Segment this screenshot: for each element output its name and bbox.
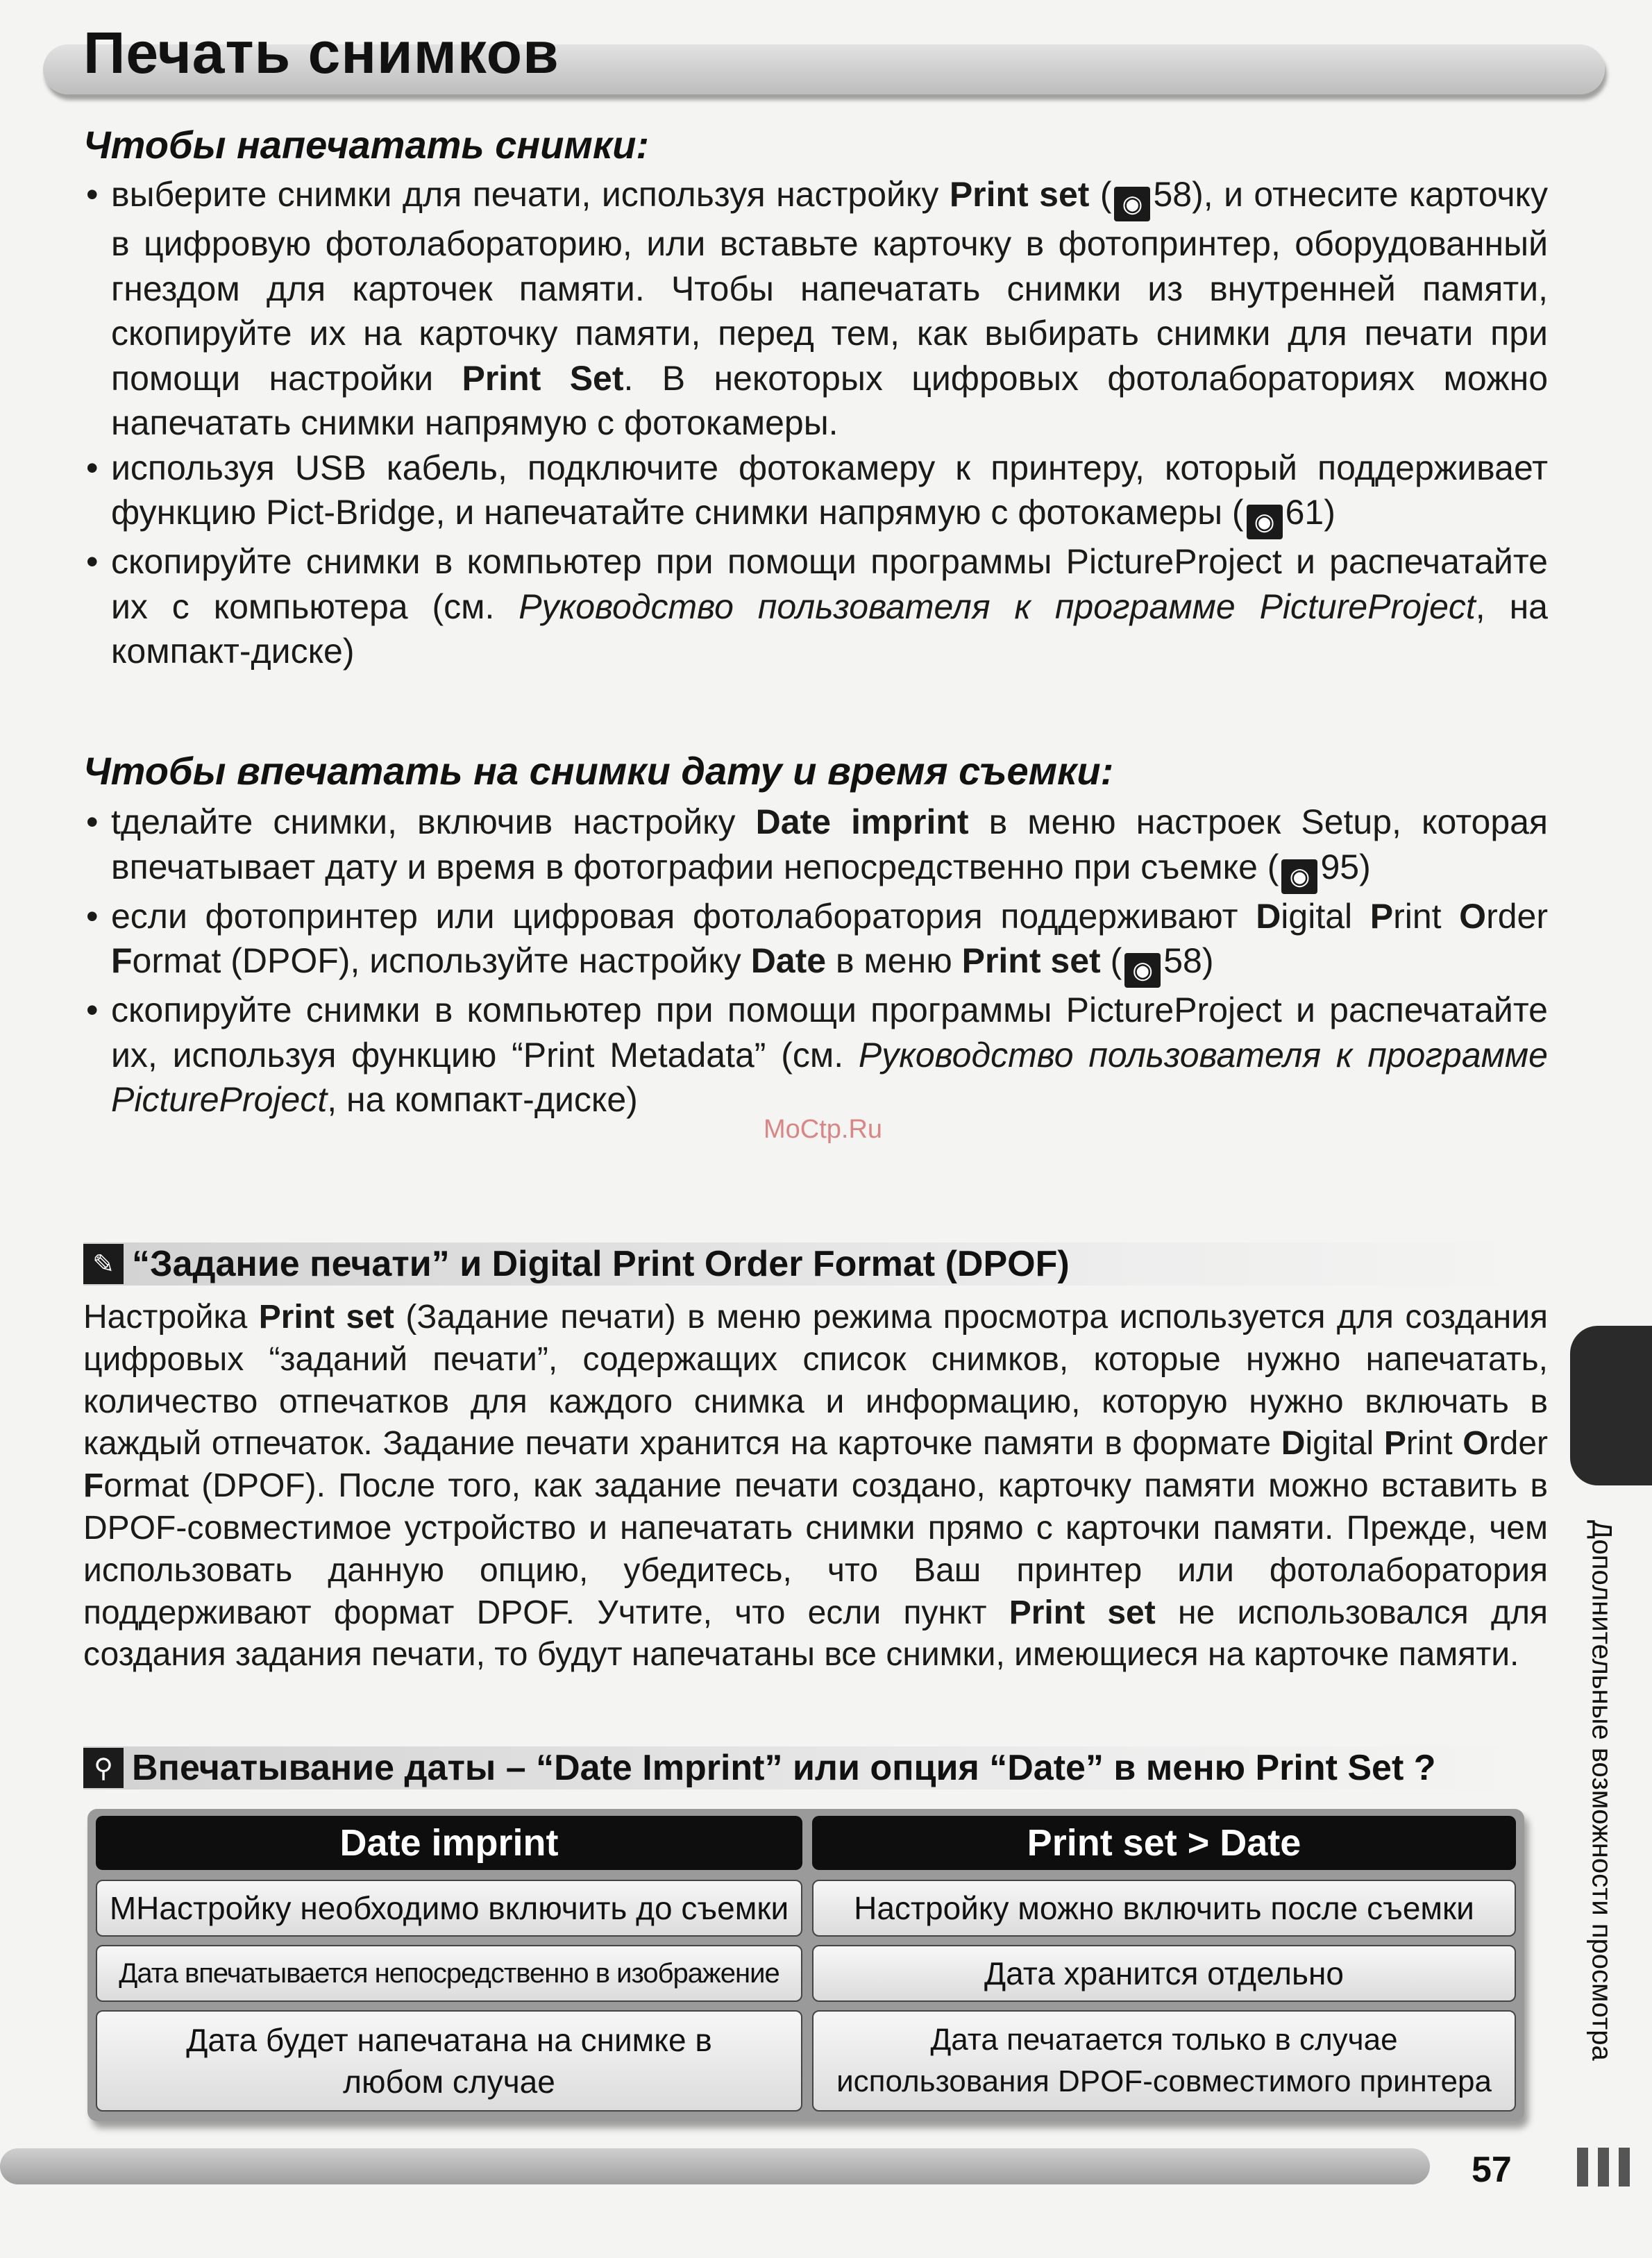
list-item: • выберите снимки для печати, используя настройку Print set ( ◉ 58), и отнесите карточку в цифровую фотолабораторию, или вставьте карточку в фотопринтер, оборудованный гнездом для карточек памяти. Чтобы напечатать снимки из внутренней памяти, скопируйте их на карточку памяти, перед тем, как выбирать снимки для печати при помощи настройки Print Set. В некоторых цифровых фотолабораториях можно напечатать снимки напрямую с фотокамеры.	[83, 172, 1548, 446]
date-methods-list	[83, 800, 1548, 1122]
list-item: • скопируйте снимки в компьютер при помощи программы PictureProject и распечатайте их с компьютера (см. Руководство пользователя к программе PictureProject, на компакт-диске)	[83, 539, 1548, 674]
page-reference-icon: ◉	[1281, 859, 1317, 894]
chapter-tab-marker	[1570, 1326, 1652, 1485]
table-cell: Настройку можно включить после съемки	[812, 1880, 1516, 1937]
dpof-note-text: Настройка Print set (Задание печати) в меню режима просмотра используется для создания цифровых “заданий печати”, содержащих список снимков, которые нужно напечатать, количество отпечатков для каждого снимка и информацию, которую нужно включать в каждый отпечаток. Задание печати хранится на карточке памяти в формате Digital Print Order Format (DPOF). После того, как задание печати создано, карточку памяти можно вставить в DPOF-совместимое устройство и напечатать снимки прямо с карточки памяти. Прежде, чем использовать данную опцию, убедитесь, что Ваш принтер или фотолаборатория поддерживают формат DPOF. Учтите, что если пункт Print set не использовался для создания задания печати, то будут напечатаны все снимки, имеющиеся на карточке памяти.	[83, 1299, 1549, 1674]
table-cell: Дата впечатывается непосредственно в изображение	[96, 1945, 802, 2002]
chapter-side-label: Дополнительные возможности просмотра	[1586, 1520, 1617, 2061]
table-header-date-imprint: Date imprint	[96, 1816, 802, 1870]
list-item: • если фотопринтер или цифровая фотолаборатория поддерживают Digital Print Order Format (DPOF), используйте настройку Date в меню Print set ( ◉ 58)	[83, 894, 1548, 988]
table-cell: Дата печатается только в случае использования DPOF-совместимого принтера	[812, 2010, 1516, 2112]
footer-stripe	[1619, 2148, 1630, 2187]
list-item: • tделайте снимки, включив настройку Date imprint в меню настроек Setup, которая впечатывает дату и время в фотографии непосредственно при съемке ( ◉ 95)	[83, 800, 1548, 894]
dpof-note-heading: ✎ “Задание печати” и Digital Print Order Format (DPOF)	[83, 1242, 1541, 1286]
footer-bar	[0, 2148, 1430, 2184]
magnifier-icon: ⚲	[83, 1748, 124, 1788]
page-reference-icon: ◉	[1247, 505, 1283, 539]
watermark: MoCtp.Ru	[764, 1115, 883, 1144]
table-header-print-set-date: Print set > Date	[812, 1816, 1516, 1870]
page-reference-icon: ◉	[1124, 953, 1161, 988]
print-methods-list	[83, 172, 1548, 674]
section-heading-print: Чтобы напечатать снимки:	[83, 123, 650, 167]
pencil-icon: ✎	[83, 1244, 124, 1284]
table-cell: Дата будет напечатана на снимке в любом случае	[96, 2010, 802, 2112]
section-heading-date: Чтобы впечатать на снимки дату и время съемки:	[83, 749, 1114, 793]
footer-stripe	[1598, 2148, 1609, 2187]
table-cell: МНастройку необходимо включить до съемки	[96, 1880, 802, 1937]
table-cell: Дата хранится отдельно	[812, 1945, 1516, 2002]
footer-stripe	[1577, 2148, 1588, 2187]
date-imprint-note-heading: ⚲ Впечатывание даты – “Date Imprint” или опция “Date” в меню Print Set ?	[83, 1746, 1541, 1789]
page-reference-icon: ◉	[1114, 187, 1150, 221]
comparison-table	[87, 1809, 1524, 2121]
page-number: 57	[1472, 2150, 1512, 2190]
page-title: Печать снимков	[83, 20, 559, 85]
list-item: • скопируйте снимки в компьютер при помощи программы PictureProject и распечатайте их, используя функцию “Print Metadata” (см. Руководство пользователя к программе PictureProject, на компакт-диске)	[83, 988, 1548, 1122]
list-item: • используя USB кабель, подключите фотокамеру к принтеру, который поддерживает функцию Pict-Bridge, и напечатайте снимки напрямую с фотокамеры ( ◉ 61)	[83, 446, 1548, 540]
